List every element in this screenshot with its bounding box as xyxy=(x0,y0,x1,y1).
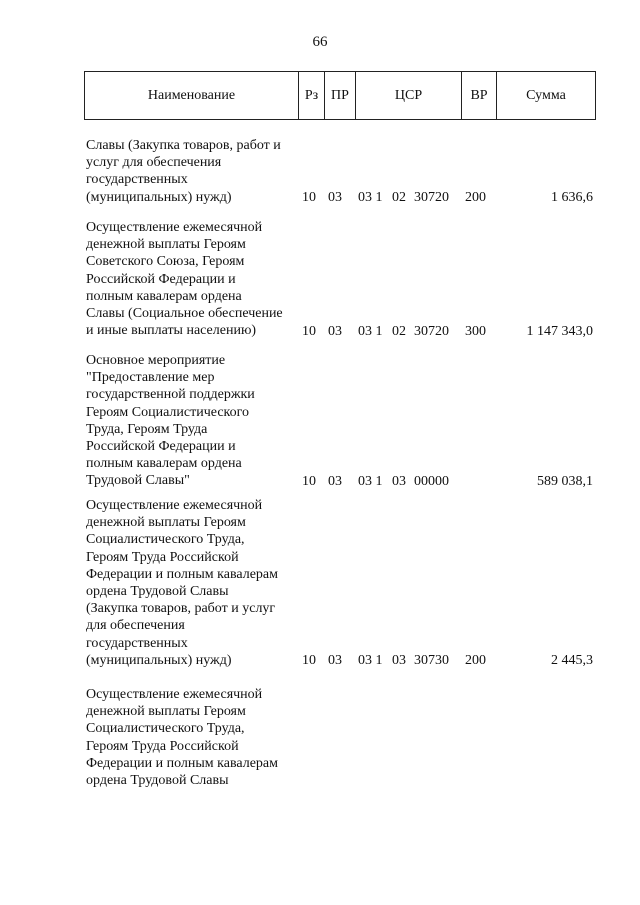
row-csr-event: 02 xyxy=(392,189,406,205)
table-row xyxy=(84,137,595,206)
table-row xyxy=(84,352,595,490)
row-pr: 03 xyxy=(328,473,342,489)
row-pr: 03 xyxy=(328,189,342,205)
row-csr-event: 03 xyxy=(392,652,406,668)
row-vr: 200 xyxy=(465,189,486,205)
table-header xyxy=(84,71,596,120)
row-csr-direction: 30730 xyxy=(414,652,449,668)
row-rz: 10 xyxy=(302,473,316,489)
header-sum: Сумма xyxy=(497,72,596,120)
row-csr-program: 03 1 xyxy=(358,189,383,205)
row-codes xyxy=(84,323,595,340)
row-name: Славы (Закупка товаров, работ и услуг для обеспечения государственных (муниципальных) нужд) xyxy=(86,138,281,205)
header-name: Наименование xyxy=(85,72,299,120)
row-csr-direction: 00000 xyxy=(414,473,449,489)
row-codes xyxy=(84,652,595,669)
row-rz: 10 xyxy=(302,652,316,668)
row-name: Осуществление ежемесячной денежной выплаты Героям Социалистического Труда, Героям Труда Российской Федерации и полным кавалерам ордена Трудовой Славы xyxy=(86,687,279,789)
row-vr: 300 xyxy=(465,323,486,339)
header-rz: Рз xyxy=(299,72,325,120)
row-rz: 10 xyxy=(302,323,316,339)
row-codes xyxy=(84,189,595,206)
row-name: Осуществление ежемесячной денежной выплаты Героям Советского Союза, Героям Российской Федерации и полным кавалерам ордена Славы (Социальное обеспечение и иные выплаты населению) xyxy=(86,220,283,339)
page-number: 66 xyxy=(312,34,328,50)
row-name: Основное мероприятие "Предоставление мер государственной поддержки Героям Социалистического Труда, Героям Труда Российской Федерации и полным кавалерам ордена Трудовой Славы" xyxy=(86,353,255,489)
table-row xyxy=(84,497,595,669)
table-row xyxy=(84,219,595,340)
row-rz: 10 xyxy=(302,189,316,205)
table-row xyxy=(84,686,595,790)
row-sum: 2 445,3 xyxy=(551,652,593,668)
row-codes xyxy=(84,473,595,490)
header-vr: ВР xyxy=(462,72,497,120)
row-csr-direction: 30720 xyxy=(414,189,449,205)
row-pr: 03 xyxy=(328,323,342,339)
row-vr: 200 xyxy=(465,652,486,668)
row-csr-program: 03 1 xyxy=(358,323,383,339)
row-csr-event: 02 xyxy=(392,323,406,339)
header-csr: ЦСР xyxy=(356,72,462,120)
row-csr-direction: 30720 xyxy=(414,323,449,339)
row-name: Осуществление ежемесячной денежной выплаты Героям Социалистического Труда, Героям Труда Российской Федерации и полным кавалерам ордена Трудовой Славы (Закупка товаров, работ и услуг для обеспечения государственных (муниципальных) нужд) xyxy=(86,498,279,668)
row-csr-event: 03 xyxy=(392,473,406,489)
row-sum: 1 147 343,0 xyxy=(526,323,593,339)
row-pr: 03 xyxy=(328,652,342,668)
row-sum: 589 038,1 xyxy=(537,473,593,489)
row-csr-program: 03 1 xyxy=(358,652,383,668)
header-pr: ПР xyxy=(325,72,356,120)
row-csr-program: 03 1 xyxy=(358,473,383,489)
header-row xyxy=(85,72,596,120)
row-sum: 1 636,6 xyxy=(551,189,593,205)
